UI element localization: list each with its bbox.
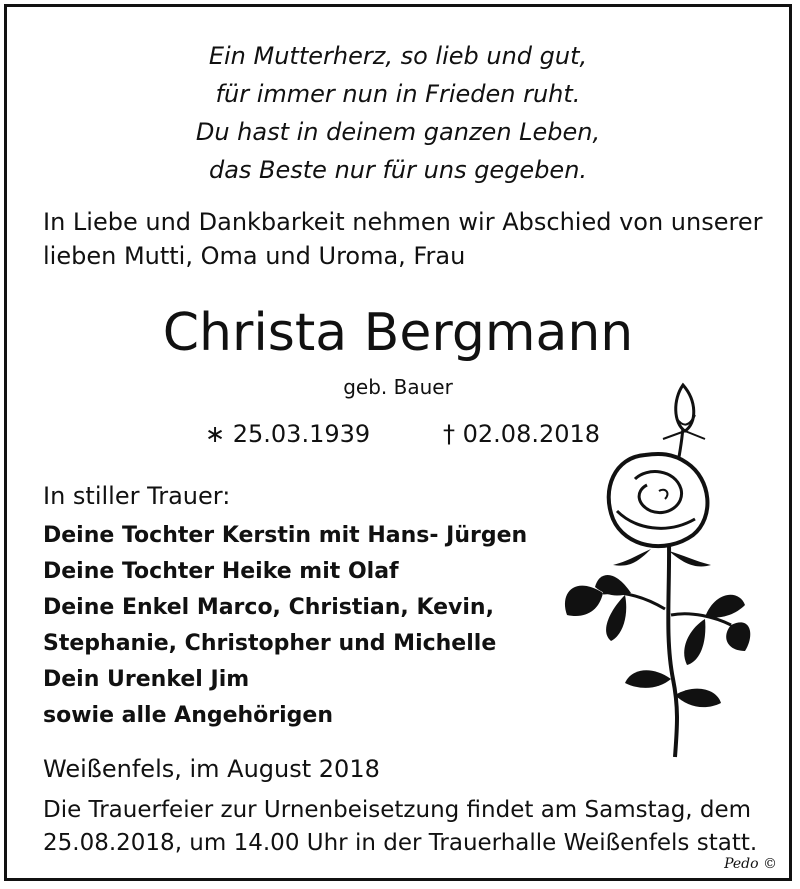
poem-line: Du hast in deinem ganzen Leben, (195, 118, 601, 146)
list-item: sowie alle Angehörigen (43, 703, 334, 728)
funeral-line: 25.08.2018, um 14.00 Uhr in der Trauerhalle Weißenfels statt. (43, 830, 758, 856)
mourners-heading: In stiller Trauer: (43, 482, 231, 510)
death-date: † 02.08.2018 (443, 420, 601, 448)
obituary-notice (4, 4, 792, 881)
rose-icon (555, 379, 755, 759)
intro-text (43, 205, 762, 273)
publisher-credit: Pedo © (724, 856, 777, 872)
poem (7, 37, 789, 189)
list-item: Deine Enkel Marco, Christian, Kevin, (43, 595, 494, 620)
intro-line: In Liebe und Dankbarkeit nehmen wir Abschied von unserer (43, 208, 763, 236)
list-item: Deine Tochter Heike mit Olaf (43, 559, 399, 584)
funeral-line: Die Trauerfeier zur Urnenbeisetzung findet am Samstag, dem (43, 797, 752, 823)
poem-line: das Beste nur für uns gegeben. (208, 156, 588, 184)
intro-line: lieben Mutti, Oma und Uroma, Frau (43, 242, 466, 270)
poem-line: für immer nun in Frieden ruht. (215, 80, 581, 108)
list-item: Dein Urenkel Jim (43, 667, 250, 692)
birth-date: ∗ 25.03.1939 (205, 420, 371, 448)
mourners-list (43, 518, 527, 734)
place-date: Weißenfels, im August 2018 (43, 755, 380, 783)
poem-line: Ein Mutterherz, so lieb und gut, (208, 42, 588, 70)
deceased-name: Christa Bergmann (162, 303, 634, 363)
list-item: Deine Tochter Kerstin mit Hans- Jürgen (43, 523, 528, 548)
funeral-info (43, 794, 757, 860)
maiden-name: geb. Bauer (343, 375, 453, 399)
list-item: Stephanie, Christopher und Michelle (43, 631, 497, 656)
